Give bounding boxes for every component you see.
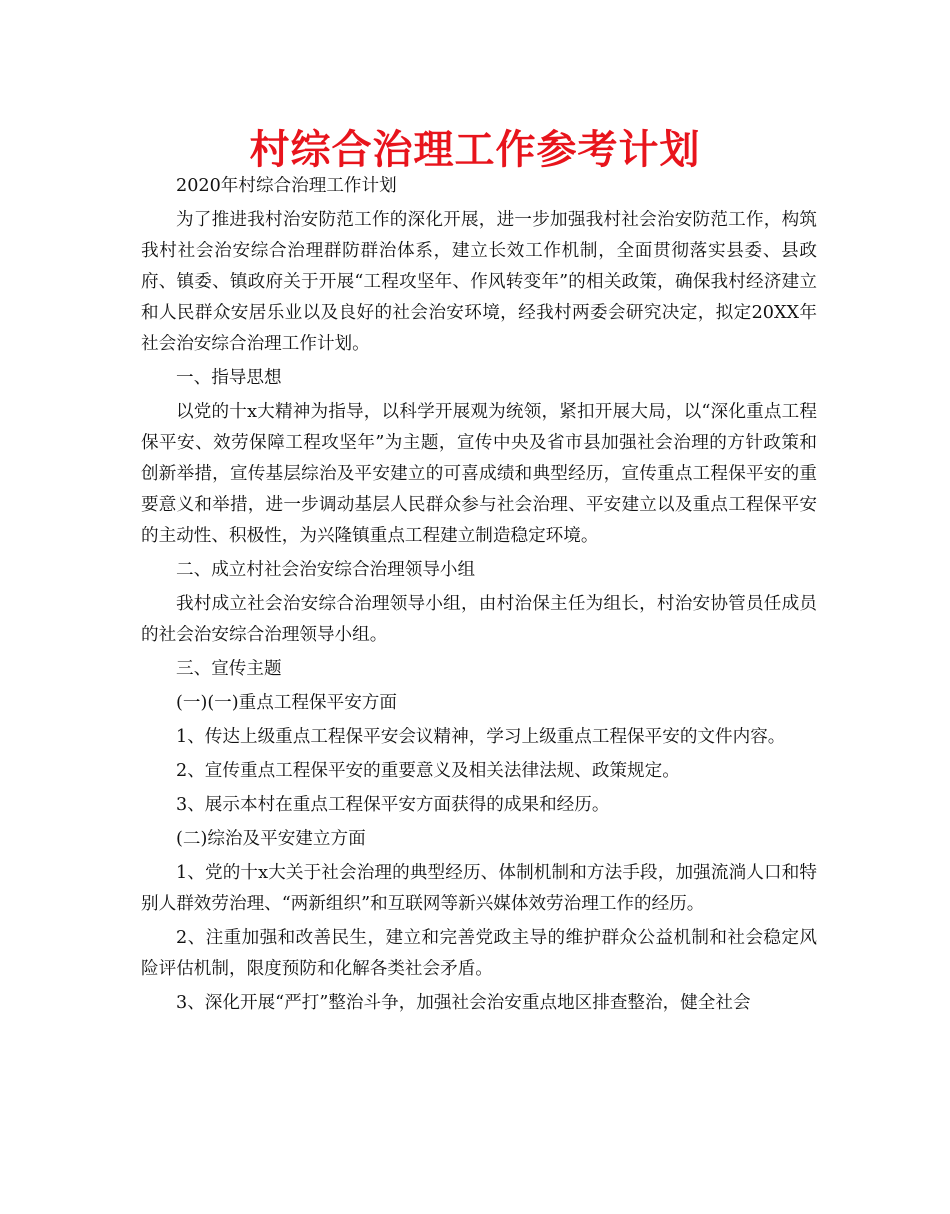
list-item-governance-1: 1、党的十x大关于社会治理的典型经历、体制机制和方法手段，加强流淌人口和特别人群效劳治理、“两新组织”和互联网等新兴媒体效劳治理工作的经历。: [141, 863, 817, 914]
document-title: 村综合治理工作参考计划: [249, 127, 701, 173]
list-item-key-projects-3: 3、展示本村在重点工程保平安方面获得的成果和经历。: [176, 795, 610, 815]
list-item-key-projects-1: 1、传达上级重点工程保平安会议精神，学习上级重点工程保平安的文件内容。: [176, 727, 786, 747]
paragraph-guiding-thought: 以党的十x大精神为指导，以科学开展观为统领，紧扣开展大局，以“深化重点工程保平安、效劳保障工程攻坚年”为主题，宣传中央及省市县加强社会治理的方针政策和创新举措，宣传基层综治及平安建立的可喜成绩和典型经历，宣传重点工程保平安的重要意义和举措，进一步调动基层人民群众参与社会治理、平安建立以及重点工程保平安的主动性、积极性，为兴隆镇重点工程建立制造稳定环境。: [141, 402, 817, 546]
section-heading-guiding-thought: 一、指导思想: [176, 368, 282, 388]
paragraph-intro: 为了推进我村治安防范工作的深化开展，进一步加强我村社会治安防范工作，构筑我村社会治安综合治理群防群治体系，建立长效工作机制，全面贯彻落实县委、县政府、镇委、镇政府关于开展“工程攻坚年、作风转变年”的相关政策，确保我村经济建立和人民群众安居乐业以及良好的社会治安环境，经我村两委会研究决定，拟定20XX年社会治安综合治理工作计划。: [141, 210, 817, 354]
list-item-key-projects-2: 2、宣传重点工程保平安的重要意义及相关法律法规、政策规定。: [176, 761, 680, 781]
subsection-heading-comprehensive-governance: (二)综治及平安建立方面: [176, 829, 366, 849]
section-heading-leadership-group: 二、成立村社会治安综合治理领导小组: [176, 560, 476, 580]
paragraph-leadership-group: 我村成立社会治安综合治理领导小组，由村治保主任为组长，村治安协管员任成员的社会治安综合治理领导小组。: [141, 594, 817, 645]
list-item-governance-3: 3、深化开展“严打”整治斗争，加强社会治安重点地区排查整治，健全社会: [176, 993, 751, 1013]
section-heading-publicity-themes: 三、宣传主题: [176, 659, 282, 679]
subsection-heading-key-projects: (一)(一)重点工程保平安方面: [176, 693, 397, 713]
paragraph-subtitle: 2020年村综合治理工作计划: [176, 176, 397, 196]
list-item-governance-2: 2、注重加强和改善民生，建立和完善党政主导的维护群众公益机制和社会稳定风险评估机制，限度预防和化解各类社会矛盾。: [141, 928, 817, 979]
document-body: [141, 171, 817, 1022]
